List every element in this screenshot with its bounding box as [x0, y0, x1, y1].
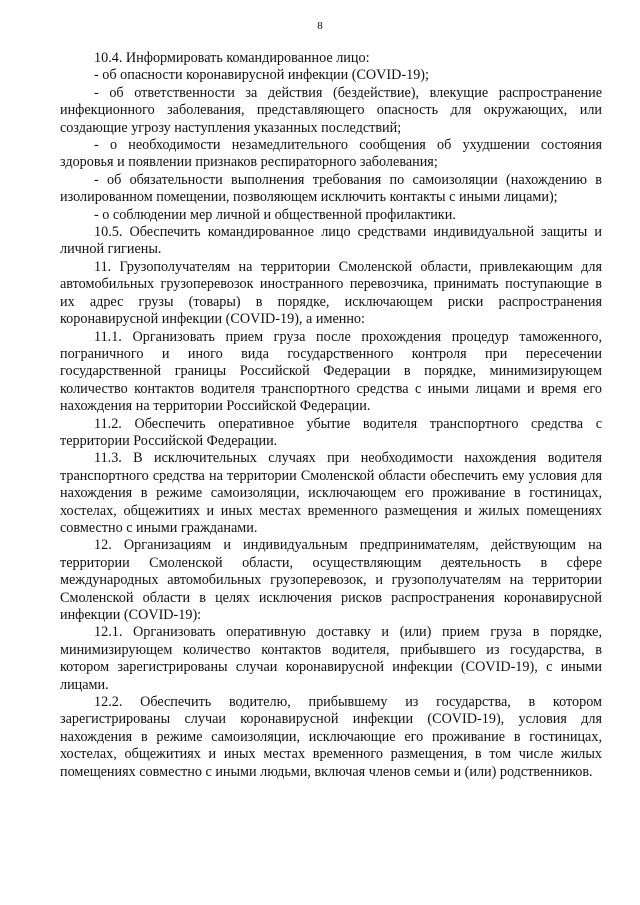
paragraph-10-4: 10.4. Информировать командированное лицо:	[94, 50, 370, 66]
paragraph-12-2: 12.2. Обеспечить водителю, прибывшему из государства, в котором зарегистрированы случаи коронавирусной инфекции (COVID-19), условия для нахождения в режиме самоизоляции, исключающие его проживание в гостиницах, хостелах, общежитиях и иных местах временного размещения, в том числе жилых помещениях совместно с иными людьми, включая членов семьи и (или) родственников.	[60, 694, 602, 780]
paragraph-11: 11. Грузополучателям на территории Смоленской области, привлекающим для автомобильных грузоперевозок иностранного перевозчика, принимать поступающие в их адрес грузы (товары) в порядке, исключающем риски распространения коронавирусной инфекции (COVID-19), а именно:	[60, 258, 602, 328]
paragraph-12: 12. Организациям и индивидуальным предпринимателям, действующим на территории Смоленской области, осуществляющим деятельность в сфере международных автомобильных грузоперевозок, и грузополучателям на территории Смоленской области в целях исключения рисков распространения коронавирусной инфекции (COVID-19):	[60, 537, 602, 623]
list-item-covid-danger: - об опасности коронавирусной инфекции (COVID-19);	[94, 67, 429, 84]
paragraph-11-1: 11.1. Организовать прием груза после прохождения процедур таможенного, пограничного и иного вида государственного контроля при пересечении государственной границы Российской Федерации в порядке, минимизирующем количество контактов водителя транспортного средства с иными лицами и время его нахождения на территории Российской Федерации.	[60, 328, 602, 415]
list-item-health-report: - о необходимости незамедлительного сообщения об ухудшении состояния здоровья и появлении признаков респираторного заболевания;	[60, 137, 602, 171]
page-number: 8	[317, 20, 323, 32]
paragraph-12-1: 12.1. Организовать оперативную доставку и (или) прием груза в порядке, минимизирующем количество контактов водителя, прибывшего из государства, в котором зарегистрированы случаи коронавирусной инфекции (COVID-19), с иными лицами.	[60, 624, 602, 693]
list-item-self-isolation: - об обязательности выполнения требования по самоизоляции (нахождению в изолированном помещении, позволяющем исключить контакты с иными лицами);	[60, 171, 602, 206]
paragraph-11-2: 11.2. Обеспечить оперативное убытие водителя транспортного средства с территории Российской Федерации.	[60, 415, 602, 449]
list-item-prevention: - о соблюдении мер личной и общественной профилактики.	[94, 206, 456, 223]
document-body	[60, 50, 602, 781]
list-item-responsibility: - об ответственности за действия (бездействие), влекущие распространение инфекционного заболевания, представляющего опасность для окружающих, или создающие угрозу наступления указанных последствий;	[60, 84, 602, 136]
paragraph-11-3: 11.3. В исключительных случаях при необходимости нахождения водителя транспортного средства на территории Смоленской области обеспечить ему условия для нахождения в режиме самоизоляции, исключающем его проживание в гостиницах, хостелах, общежитиях и иных местах временного размещения и жилых помещениях совместно с иными гражданами.	[60, 450, 602, 536]
paragraph-10-5: 10.5. Обеспечить командированное лицо средствами индивидуальной защиты и личной гигиены.	[60, 224, 602, 258]
